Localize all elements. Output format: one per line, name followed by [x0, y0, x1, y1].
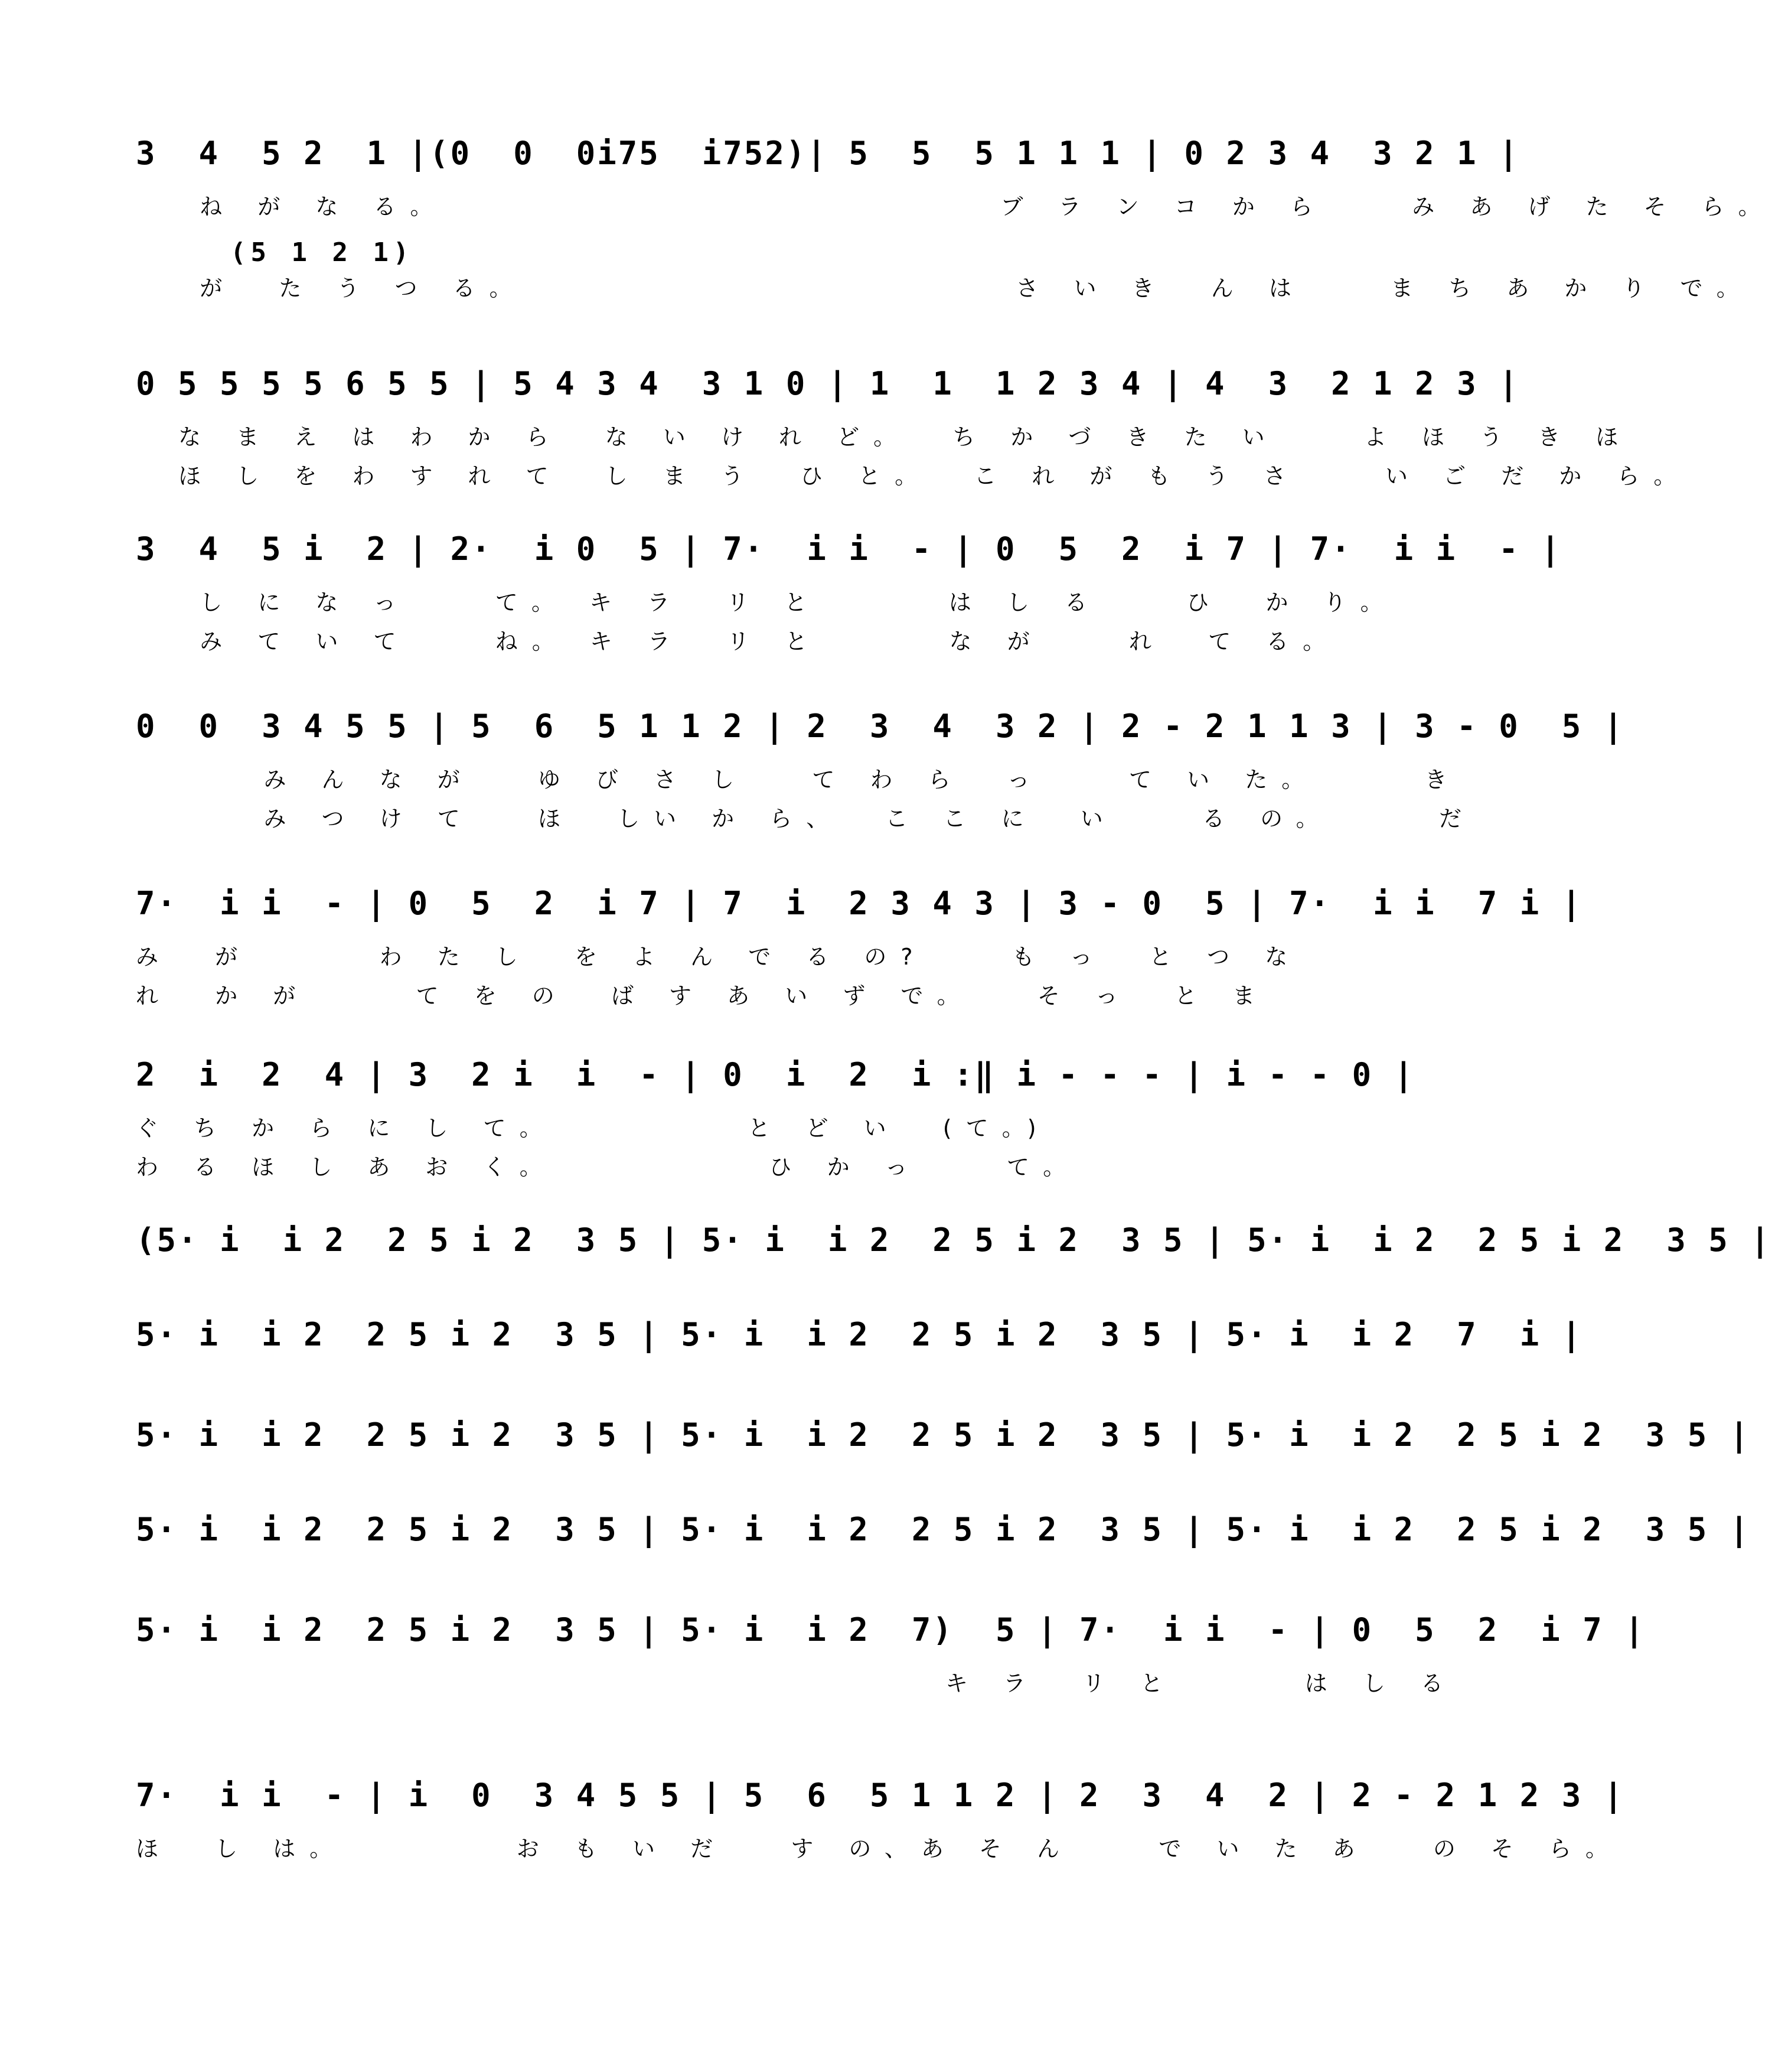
lyric-verse-1: み ん な が ゆ び さ し て わ ら っ て い た。 き	[136, 767, 1461, 793]
lyric-verse-2: が た う つ る。 さ い き ん は ま ち あ か り で。	[136, 275, 1753, 301]
lyric-verse-1: ぐ ち か ら に し て。 と ど い (て。)	[136, 1115, 1050, 1141]
notation-line: (5· i i 2 2 5 i 2 3 5 | 5· i i 2 2 5 i 2 3 5 | 5· i i 2 2 5 i 2 3 5 |	[136, 1221, 1771, 1259]
lyric-verse-2: み つ け て ほ しい か ら、 こ こ に い る の。 だ	[136, 806, 1476, 832]
lyric-verse-1: し に な っ て。 キ ラ リ と は し る ひ か り。	[136, 589, 1397, 615]
notation-line: 5· i i 2 2 5 i 2 3 5 | 5· i i 2 2 5 i 2 3 5 | 5· i i 2 7 i |	[136, 1316, 1583, 1353]
notation-line: 2 i 2 4 | 3 2 i i - | 0 i 2 i :‖ i - - - | i - - 0 |	[136, 1056, 1415, 1093]
lyric-verse-2: れ か が て を の ば す あ い ず で。 そ っ と ま	[136, 983, 1270, 1009]
lyric-verse-1: な ま え は わ か ら な い け れ ど。 ち か づ き た い よ ほ う き ほ	[136, 424, 1633, 450]
lyric-verse-2: み て い て ね。 キ ラ リ と な が れ て る。	[136, 628, 1340, 654]
notation-line: 0 0 3 4 5 5 | 5 6 5 1 1 2 | 2 3 4 3 2 | 2 - 2 1 1 3 | 3 - 0 5 |	[136, 708, 1625, 745]
intro-notation: (5 1 2 1)	[230, 237, 414, 268]
lyric-verse-1: ほ し は。 お も い だ す の、あ そ ん で い た あ の そ ら。	[136, 1836, 1623, 1862]
notation-line: 3 4 5 i 2 | 2· i 0 5 | 7· i i - | 0 5 2 i 7 | 7· i i - |	[136, 530, 1562, 568]
notation-line: 0 5 5 5 5 6 5 5 | 5 4 3 4 3 1 0 | 1 1 1 2 3 4 | 4 3 2 1 2 3 |	[136, 365, 1520, 402]
lyric-verse-1: ね が な る。 ブ ラ ン コ か ら み あ げ た そ ら。	[136, 194, 1775, 220]
notation-line: 5· i i 2 2 5 i 2 3 5 | 5· i i 2 2 5 i 2 3 5 | 5· i i 2 2 5 i 2 3 5 |	[136, 1511, 1751, 1548]
lyric-verse-1: み が わ た し を よ ん で る の? も っ と つ な	[136, 944, 1302, 970]
lyric-verse-1: キ ラ リ と は し る	[136, 1670, 1457, 1696]
notation-line: 7· i i - | i 0 3 4 5 5 | 5 6 5 1 1 2 | 2 3 4 2 | 2 - 2 1 2 3 |	[136, 1777, 1625, 1814]
notation-line: 3 4 5 2 1 |(0 0 0i75 i752)| 5 5 5 1 1 1 | 0 2 3 4 3 2 1 |	[136, 135, 1520, 172]
notation-line: 5· i i 2 2 5 i 2 3 5 | 5· i i 2 7) 5 | 7· i i - | 0 5 2 i 7 |	[136, 1611, 1646, 1649]
lyric-verse-2: わ る ほ し あ お く。 ひ か っ て。	[136, 1154, 1080, 1180]
notation-line: 5· i i 2 2 5 i 2 3 5 | 5· i i 2 2 5 i 2 3 5 | 5· i i 2 2 5 i 2 3 5 |	[136, 1416, 1751, 1454]
lyric-verse-2: ほ し を わ す れ て し ま う ひ と。 こ れ が も う さ い ご だ か ら。	[136, 463, 1691, 489]
notation-line: 7· i i - | 0 5 2 i 7 | 7 i 2 3 4 3 | 3 - 0 5 | 7· i i 7 i |	[136, 885, 1583, 922]
